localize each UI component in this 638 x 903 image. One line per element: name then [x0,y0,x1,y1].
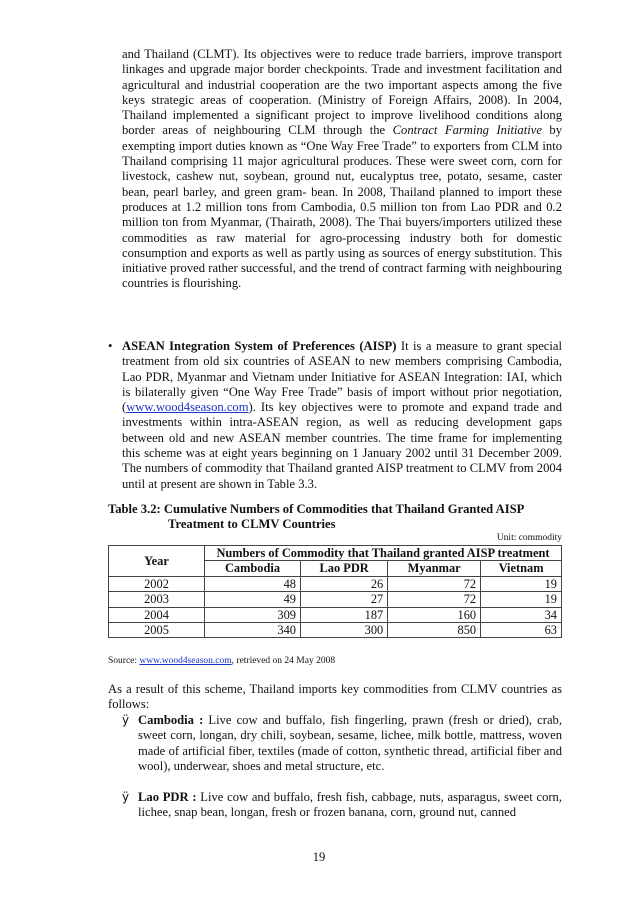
header-year: Year [109,546,205,577]
header-group: Numbers of Commodity that Thailand granted AISP treatment [205,546,562,561]
cell-lao-pdr: 187 [301,607,388,622]
sub-item-label: Cambodia : [138,713,204,727]
sub-item-body: Live cow and buffalo, fish fingerling, prawn (fresh or dried), crab, sweet corn, longan, dry chili, soybean, sesame, lichee, milk bottle, mattress, woven made of artificial fiber, textiles (made of cotton, synthetic thread, artificial fiber and wool), underwear, shoes and metal structure, etc. [138,713,562,773]
cell-vietnam: 19 [481,592,562,607]
cell-lao-pdr: 26 [301,576,388,591]
arrow-bullet-icon: ÿ [122,713,130,727]
cell-vietnam: 34 [481,607,562,622]
cell-vietnam: 19 [481,576,562,591]
header-cambodia: Cambodia [205,561,301,576]
bullet-aisp [108,339,562,492]
cell-myanmar: 850 [388,623,481,638]
paragraph-text: and Thailand (CLMT). Its objectives were to reduce trade barriers, improve transport linkages and upgrade major border checkpoints. Trade and investment facilitation and agricultural and industrial cooperation are the two important aspects among the five keys strategic areas of cooperation. (Ministry of Foreign Affairs, 2008). In 2004, Thailand implemented a significant project to improve livelihood conditions along border areas of neighbouring CLM through the [122,47,562,138]
sub-item-label: Lao PDR : [138,790,197,804]
bullet-aisp-text [122,339,562,492]
table-caption-line2: Treatment to CLMV Countries [168,517,336,531]
arrow-bullet-icon: ÿ [122,790,130,804]
sub-item-text [138,713,562,774]
source-link[interactable]: www.wood4season.com [139,656,232,666]
sub-item-text [138,790,562,821]
cell-cambodia: 340 [205,623,301,638]
cell-lao-pdr: 27 [301,592,388,607]
cell-cambodia: 48 [205,576,301,591]
table-row [109,623,562,638]
table-header-row [109,546,562,561]
paragraph-text-cont: by exempting import duties known as “One Way Free Trade” to exporters from CLM into Thailand comprising 11 major agricultural produces. These were sweet corn, corn for livestock, cashew nut, soybean, ground nut, eucalyptus tree, potato, sesame, caster bean, pearl barley, and green gram- bean. In 2008, Thailand planned to import these produces at 1.2 million tons from Cambodia, 0.5 million ton from Lao PDR and 0.2 million ton from Myanmar, (Thairath, 2008). The Thai buyers/importers utilized these commodities as raw material for agro-processing industry both for domestic consumption and exports as well as partly using as sources of energy substitution. This initiative proved rather successful, and the trend of contract farming with neighbouring countries is flourishing. [122,123,562,291]
header-myanmar: Myanmar [388,561,481,576]
source-suffix: , retrieved on 24 May 2008 [231,656,336,666]
cell-year: 2004 [109,607,205,622]
header-lao-pdr: Lao PDR [301,561,388,576]
contract-farming-initiative: Contract Farming Initiative [392,123,542,138]
bullet-aisp-body-cont: ). Its key objectives were to promote and expand trade and investments within intra-ASEAN region, as well as reducing development gaps between old and new ASEAN member countries. The time frame for implementing this scheme was at eight years beginning on 1 January 2002 until 31 December 2009. The numbers of commodity that Thailand granted AISP treatment to CLMV from 2004 until at present are shown in Table 3.3. [122,400,562,491]
header-vietnam: Vietnam [481,561,562,576]
paragraph-clmt [122,47,562,292]
table-caption-line1: Table 3.2: Cumulative Numbers of Commodities that Thailand Granted AISP [108,502,525,516]
paragraph-result: As a result of this scheme, Thailand imports key commodities from CLMV countries as follows: [108,682,562,712]
cell-myanmar: 72 [388,576,481,591]
bullet-aisp-title: ASEAN Integration System of Preferences (AISP) [122,339,397,353]
table-row [109,576,562,591]
bullet-icon: • [108,339,113,353]
sub-item-body: Live cow and buffalo, fresh fish, cabbage, nuts, asparagus, sweet corn, lichee, snap bean, longan, fresh or frozen banana, corn, ground nut, canned [138,790,563,820]
aisp-commodities-table [108,545,562,638]
page-number: 19 [312,850,326,864]
table-row [109,592,562,607]
source-prefix: Source: [108,656,140,666]
cell-year: 2002 [109,576,205,591]
cell-lao-pdr: 300 [301,623,388,638]
table-caption [108,502,568,532]
table-row [109,607,562,622]
cell-myanmar: 160 [388,607,481,622]
cell-myanmar: 72 [388,592,481,607]
cell-year: 2005 [109,623,205,638]
wood4season-link[interactable]: www.wood4season.com [126,400,249,415]
sub-item-lao-pdr [122,790,562,821]
bullet-aisp-body: It is a measure to grant special treatment from old six countries of ASEAN to new members comprising Cambodia, Lao PDR, Myanmar and Vietnam under Initiative for ASEAN Integration: IAI, which is bilaterally given “One Way Free Trade” basis of import without prior negotiation, ( [122,339,562,415]
cell-vietnam: 63 [481,623,562,638]
cell-cambodia: 309 [205,607,301,622]
table-source [108,655,335,667]
table-unit: Unit: commodity [496,533,562,543]
sub-item-cambodia [122,713,562,774]
cell-year: 2003 [109,592,205,607]
cell-cambodia: 49 [205,592,301,607]
